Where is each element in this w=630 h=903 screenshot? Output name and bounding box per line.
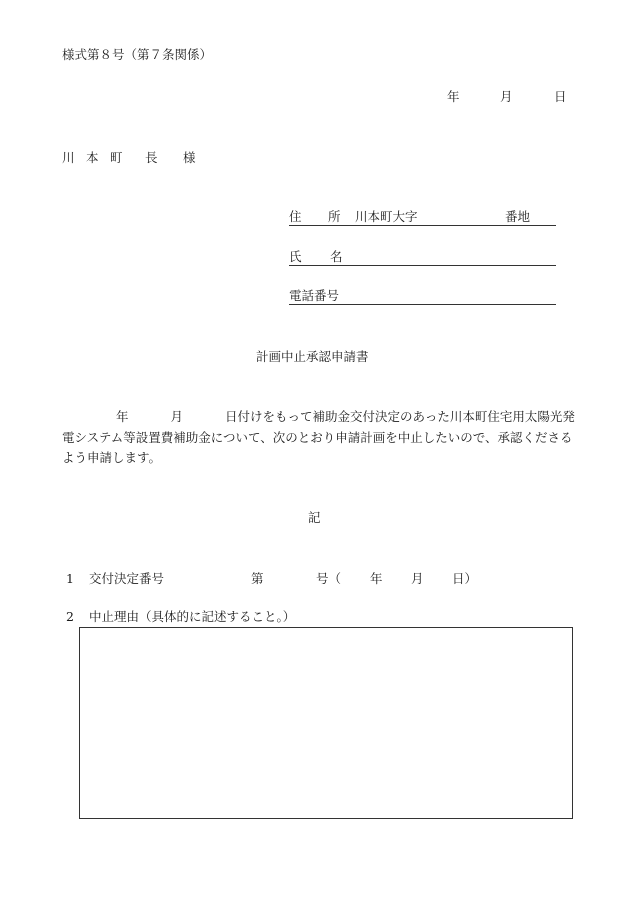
item-1-dai: 第 — [251, 571, 264, 586]
item-1-month: 月 — [411, 571, 424, 586]
phone-label: 電話番号 — [289, 288, 340, 303]
address-value: 川本町大字 — [355, 209, 418, 224]
reason-textbox[interactable] — [79, 627, 573, 819]
address-label-char: 住 — [289, 209, 302, 224]
body-month-label: 月 — [170, 409, 184, 424]
item-1-label: 交付決定番号 — [89, 571, 165, 586]
date-month-label: 月 — [500, 89, 513, 104]
addressee-char: 町 — [110, 150, 123, 165]
addressee-char: 川 — [62, 150, 75, 165]
addressee-honorific: 様 — [183, 150, 196, 165]
application-body — [62, 407, 577, 469]
form-number: 様式第８号（第７条関係） — [62, 47, 213, 62]
date-year-label: 年 — [447, 89, 460, 104]
name-label-char: 氏 — [289, 249, 302, 264]
body-year-label: 年 — [116, 409, 129, 424]
date-day-label: 日 — [554, 89, 567, 104]
body-text: 日付けをもって補助金交付決定のあった川本町住宅用太陽光発電システム等設置費補助金について、次のとおり申請計画を中止したいので、承認くださるよう申請します。 — [62, 409, 575, 465]
item-2-label: 中止理由（具体的に記述すること。） — [89, 609, 296, 624]
name-label-char: 名 — [330, 249, 343, 264]
address-label-char: 所 — [328, 209, 341, 224]
document-title: 計画中止承認申請書 — [256, 349, 369, 364]
addressee-char: 本 — [86, 150, 99, 165]
item-1-go: 号（ — [316, 571, 342, 586]
item-1-year: 年 — [370, 571, 383, 586]
item-1-number: 1 — [66, 571, 74, 586]
addressee-char: 長 — [145, 150, 158, 165]
address-suffix: 番地 — [505, 209, 531, 224]
item-1-day: 日） — [452, 571, 478, 586]
item-2-number: 2 — [66, 609, 74, 624]
ki-heading: 記 — [308, 510, 321, 525]
